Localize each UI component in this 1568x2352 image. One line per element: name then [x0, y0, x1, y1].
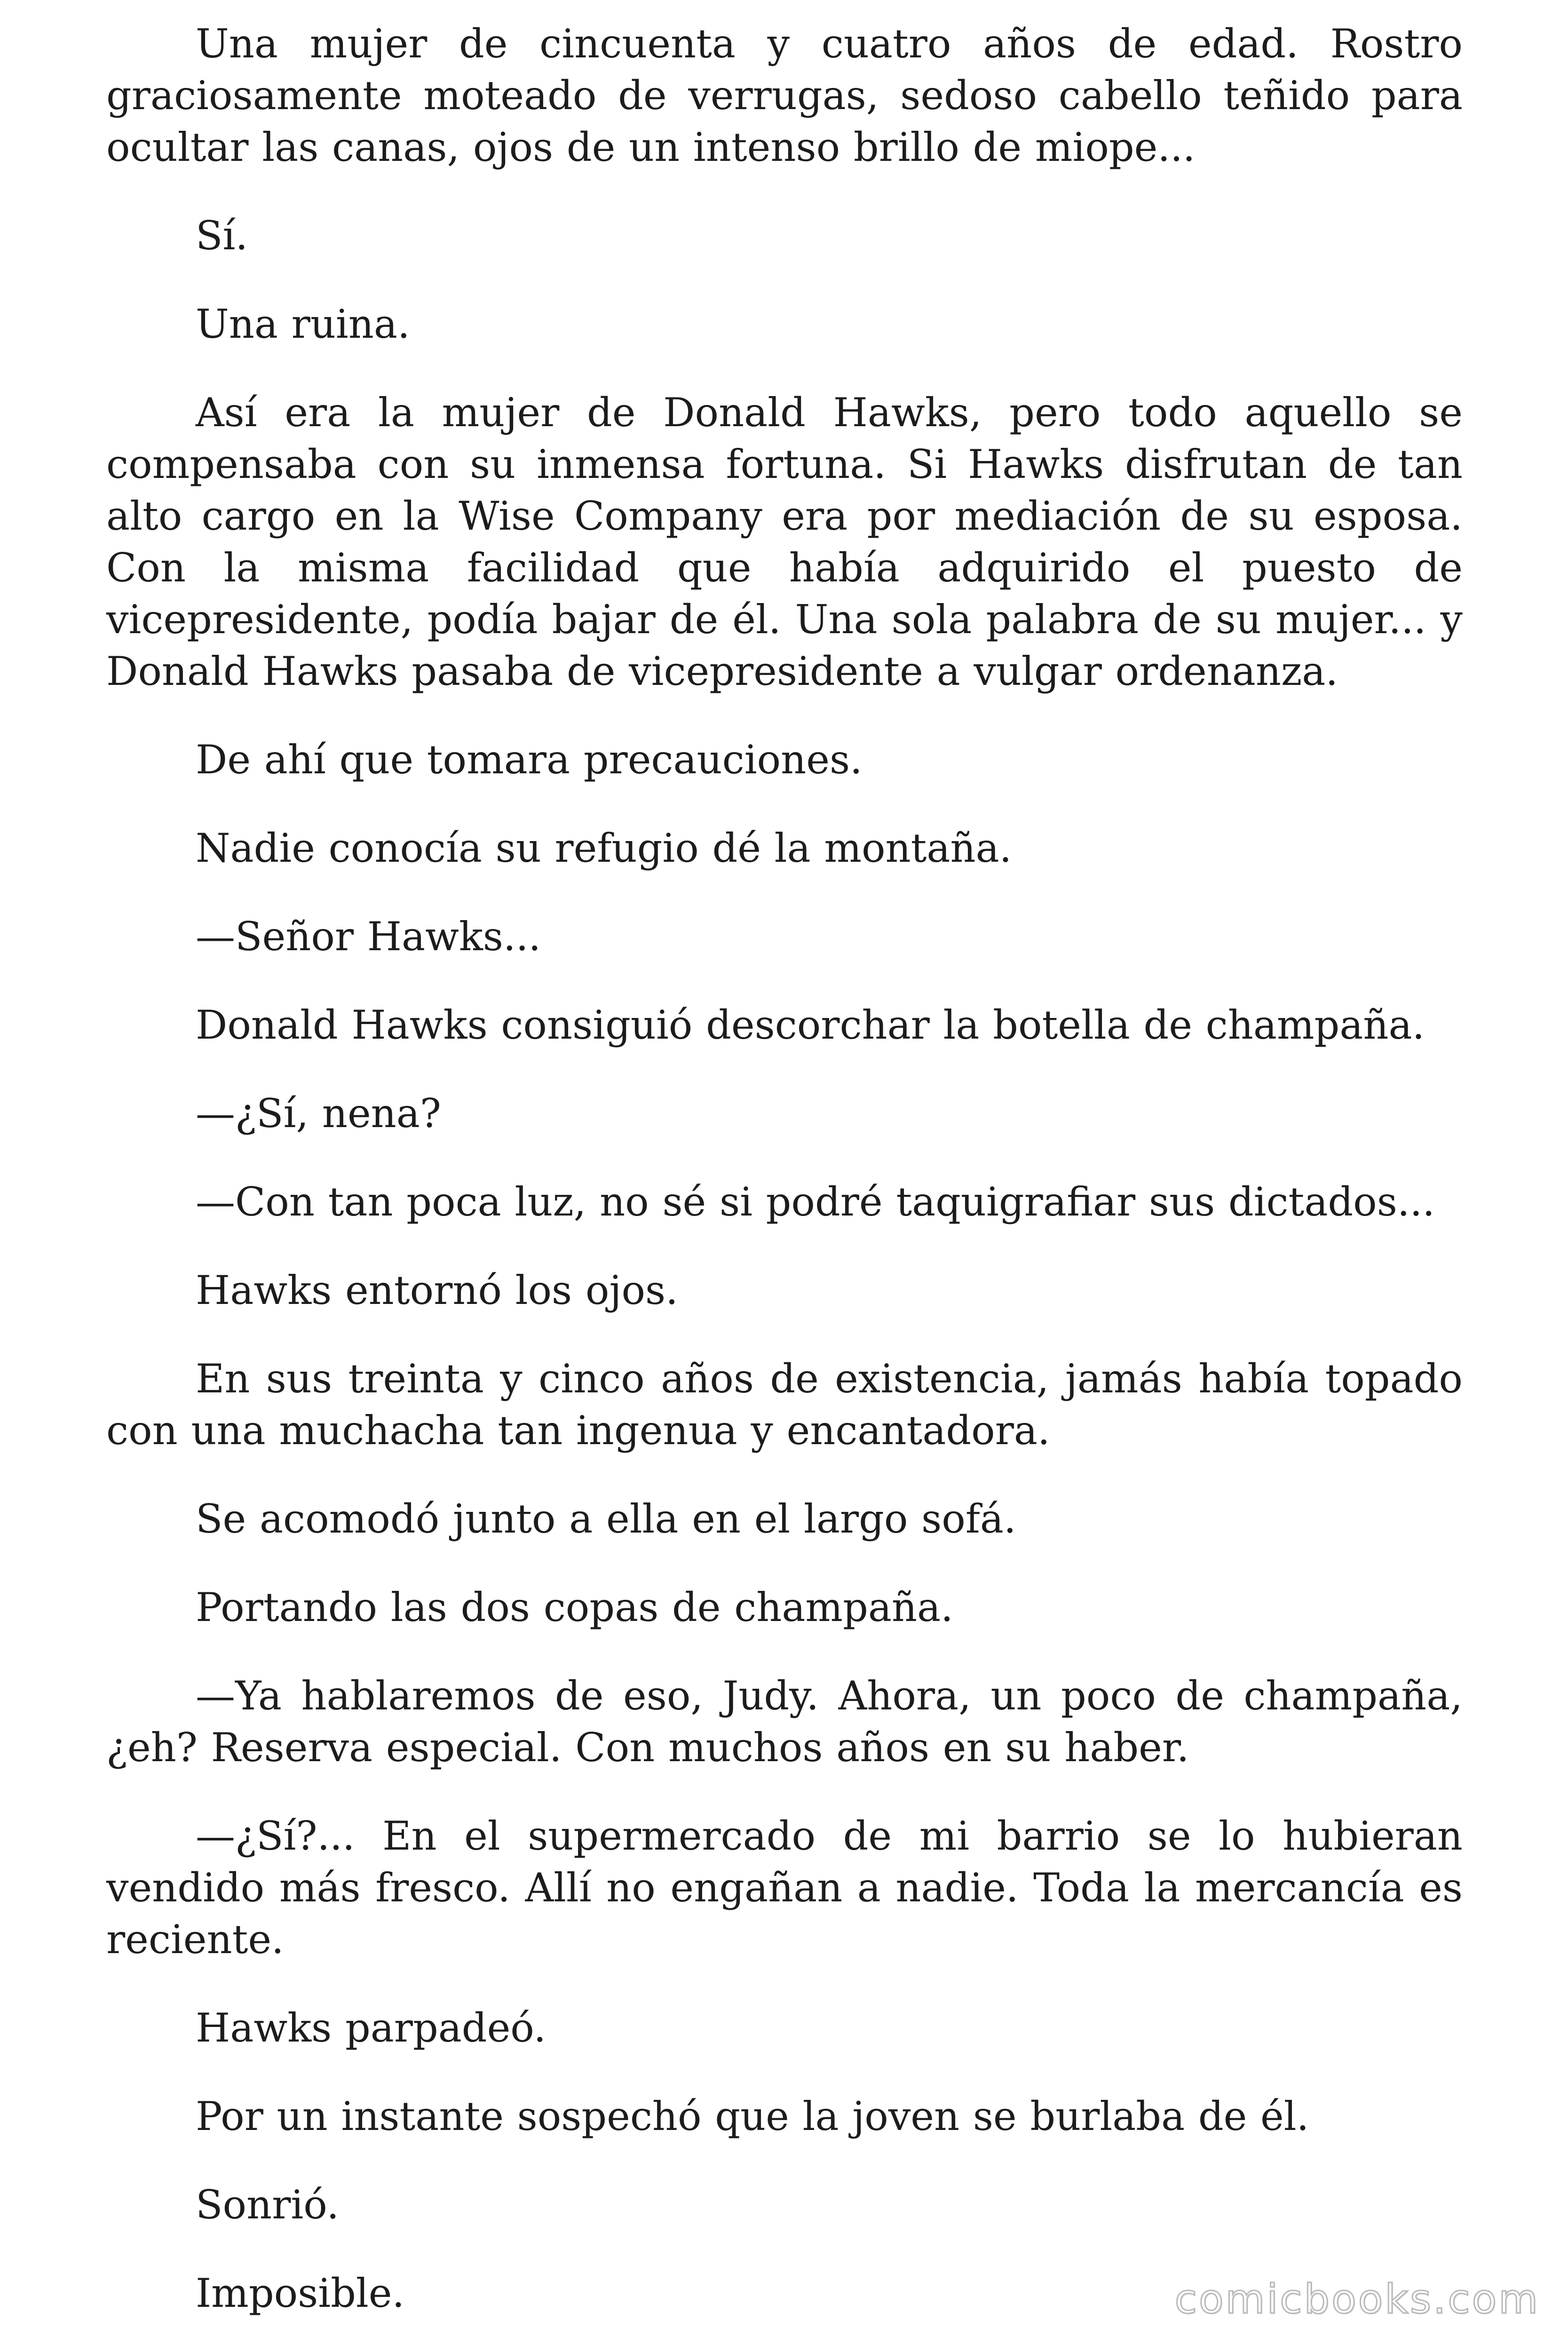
paragraph: —¿Sí?... En el supermercado de mi barrio se lo hubieran vendido más fresco. Allí no engañan a nadie. Toda la mercancía es reciente.: [106, 1813, 1463, 1963]
paragraph: —¿Sí, nena?: [196, 1090, 441, 1136]
paragraph: —Ya hablaremos de eso, Judy. Ahora, un poco de champaña, ¿eh? Reserva especial. Con muchos años en su haber.: [106, 1673, 1463, 1771]
paragraph: Hawks entornó los ojos.: [196, 1267, 678, 1313]
paragraph: Imposible.: [196, 2270, 405, 2316]
paragraph: Se acomodó junto a ella en el largo sofá.: [196, 1496, 1016, 1542]
paragraph: Una mujer de cincuenta y cuatro años de edad. Rostro graciosamente moteado de verrugas, sedoso cabello teñido para ocultar las canas, ojos de un intenso brillo de miope...: [106, 21, 1463, 170]
paragraph: Sí.: [196, 213, 248, 259]
paragraph: En sus treinta y cinco años de existencia, jamás había topado con una muchacha tan ingenua y encantadora.: [106, 1356, 1463, 1454]
paragraph: Sonrió.: [196, 2182, 340, 2228]
page-body-text: [106, 18, 1463, 2352]
paragraph: Así era la mujer de Donald Hawks, pero todo aquello se compensaba con su inmensa fortuna. Si Hawks disfrutan de tan alto cargo en la Wise Company era por mediación de su esposa. Con la misma facilidad que había adquirido el puesto de vicepresidente, podía bajar de él. Una sola palabra de su mujer... y Donald Hawks pasaba de vicepresidente a vulgar ordenanza.: [106, 389, 1463, 694]
watermark: comicbooks.com: [1174, 2276, 1540, 2323]
paragraph: Portando las dos copas de champaña.: [196, 1584, 953, 1630]
paragraph: —Señor Hawks...: [196, 914, 541, 960]
paragraph: Hawks parpadeó.: [196, 2005, 546, 2051]
paragraph: Nadie conocía su refugio dé la montaña.: [196, 825, 1012, 871]
paragraph: Por un instante sospechó que la joven se burlaba de él.: [196, 2093, 1309, 2139]
paragraph: Una ruina.: [196, 301, 410, 347]
paragraph: De ahí que tomara precauciones.: [196, 737, 863, 783]
paragraph: Donald Hawks consiguió descorchar la botella de champaña.: [196, 1002, 1425, 1048]
paragraph: —Con tan poca luz, no sé si podré taquigrafiar sus dictados...: [196, 1179, 1435, 1225]
